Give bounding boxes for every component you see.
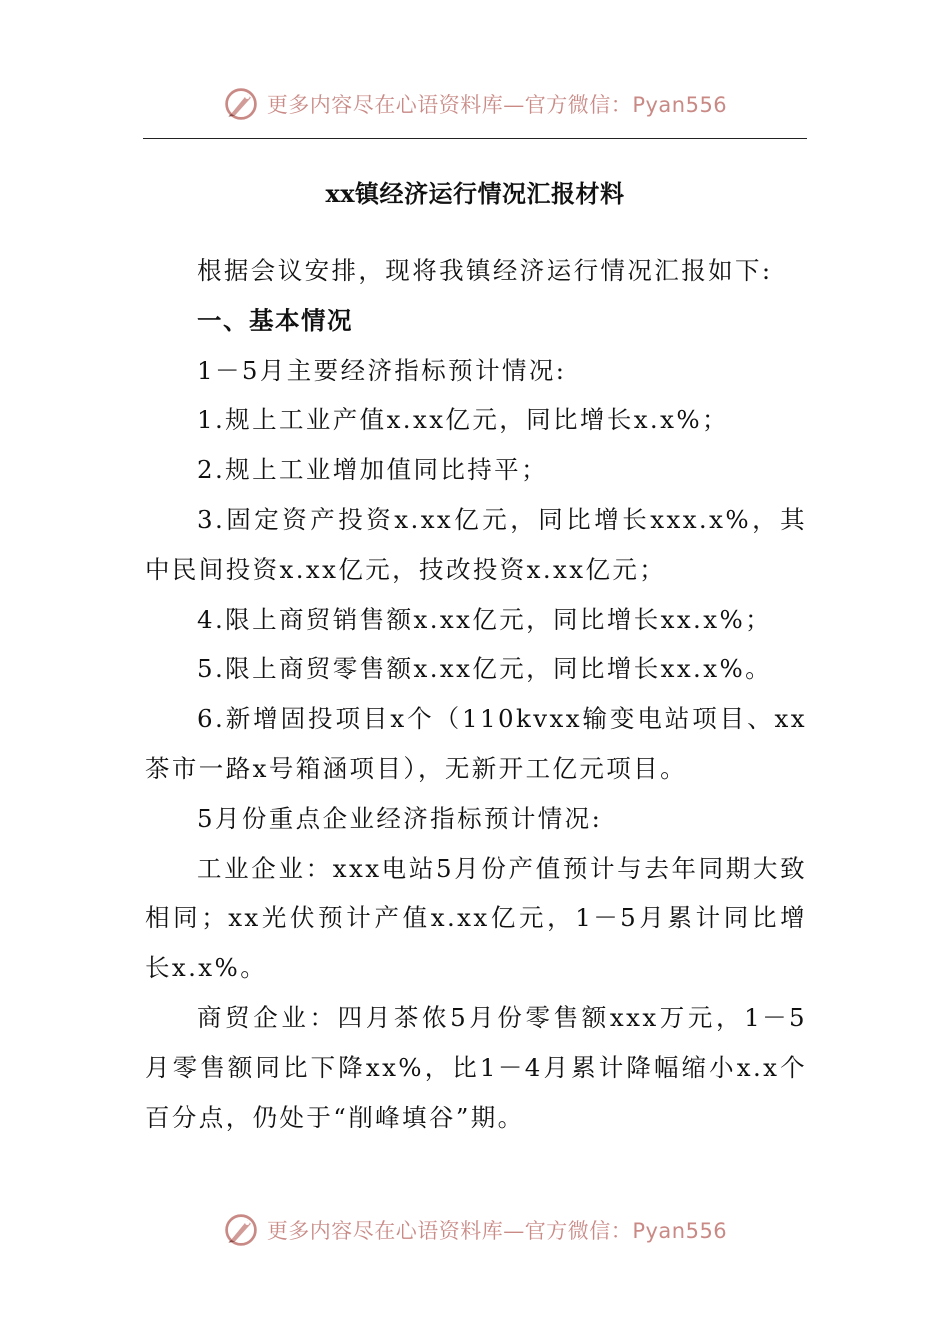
section-heading: 一、基本情况 <box>197 305 353 335</box>
watermark-wechat-id: Pyan556 <box>632 93 728 117</box>
watermark-wechat-id: Pyan556 <box>632 1219 728 1243</box>
body-paragraph: 3.固定资产投资x.xx亿元，同比增长xxx.x%，其中民间投资x.xx亿元，技改投资x.xx亿元； <box>145 504 807 584</box>
body-paragraph: 6.新增固投项目x个（110kvxx输变电站项目、xx茶市一路x号箱涵项目），无新开工亿元项目。 <box>145 704 807 783</box>
body-paragraph: 5.限上商贸零售额x.xx亿元，同比增长xx.x%。 <box>197 654 773 684</box>
body-paragraph: 4.限上商贸销售额x.xx亿元，同比增长xx.x%； <box>197 604 773 634</box>
body-paragraph: 工业企业：xxx电站5月份产值预计与去年同期大致相同；xx光伏预计产值x.xx亿元，1－5月累计同比增长x.x%。 <box>145 853 807 983</box>
body-paragraph: 根据会议安排，现将我镇经济运行情况汇报如下: <box>197 256 773 285</box>
body-paragraph: 2.规上工业增加值同比持平； <box>197 455 548 485</box>
pen-nib-circle-icon <box>223 86 259 122</box>
watermark-text: 更多内容尽在心语资料库—官方微信： <box>266 1219 633 1243</box>
header-divider <box>143 138 807 139</box>
watermark-text: 更多内容尽在心语资料库—官方微信： <box>266 93 633 117</box>
pen-nib-circle-icon <box>223 1212 259 1248</box>
body-paragraph: 5月份重点企业经济指标预计情况: <box>197 803 603 833</box>
page-title: xx镇经济运行情况汇报材料 <box>325 179 625 208</box>
header-watermark <box>0 82 950 126</box>
body-paragraph: 1－5月主要经济指标预计情况: <box>197 355 567 385</box>
footer-watermark <box>0 1208 950 1252</box>
body-paragraph: 1.规上工业产值x.xx亿元，同比增长x.x%； <box>197 405 729 435</box>
document-body <box>145 246 807 1142</box>
body-paragraph: 商贸企业：四月茶侬5月份零售额xxx万元，1－5月零售额同比下降xx%，比1－4月累计降幅缩小x.x个百分点，仍处于“削峰填谷”期。 <box>145 1002 807 1132</box>
